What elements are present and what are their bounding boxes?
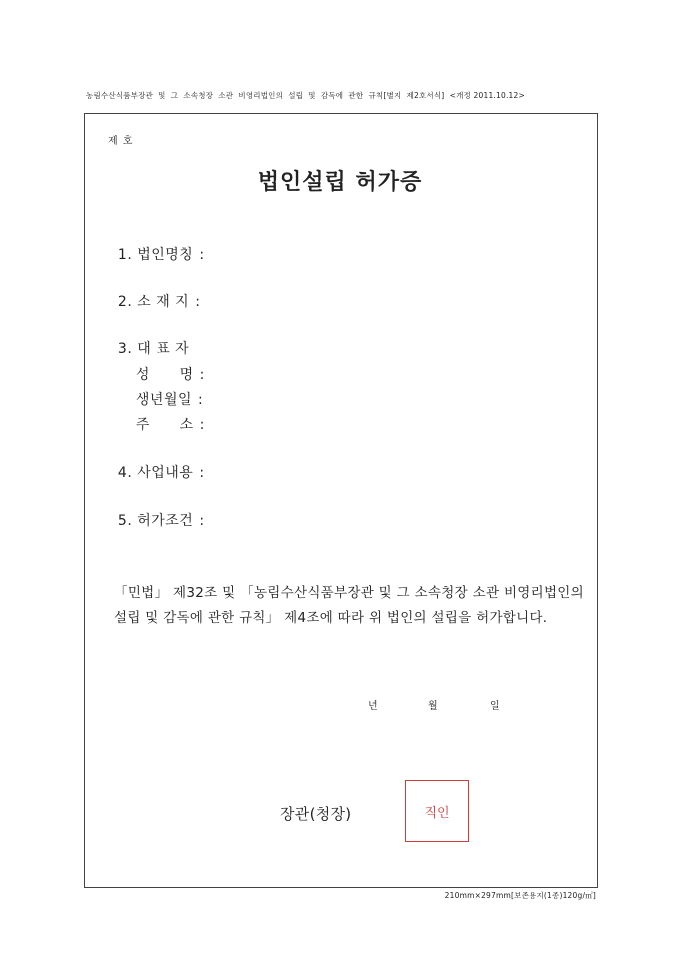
date-year-label: 년 — [368, 701, 378, 712]
field-representative-label: 3. 대 표 자 — [117, 341, 190, 357]
paper-specification: 210mm×297mm[보존용지(1종)120g/㎡] — [444, 891, 596, 900]
issuer-title: 장관(청장) — [280, 805, 352, 823]
field-location — [108, 275, 200, 311]
date-day-label: 일 — [490, 701, 500, 712]
official-seal-box — [405, 780, 469, 842]
field-conditions — [108, 494, 205, 530]
field-rep-address — [126, 398, 205, 434]
official-seal-label: 직인 — [424, 805, 450, 821]
field-corp-name — [108, 228, 205, 264]
field-corp-name-label: 1. 법인명칭 — [117, 247, 194, 263]
field-business — [108, 446, 205, 482]
field-corp-name-colon: : — [199, 247, 205, 263]
field-conditions-colon: : — [199, 513, 205, 529]
regulation-reference: 농림수산식품부장관 및 그 소속청장 소관 비영리법인의 설립 및 감독에 관한 규칙[별지 제2호서식] <개정 2011.10.12> — [86, 91, 525, 100]
field-rep-name-label: 성 명 — [135, 367, 194, 383]
field-business-colon: : — [199, 465, 205, 481]
field-business-label: 4. 사업내용 — [117, 465, 194, 481]
document-number-label: 제 호 — [108, 136, 134, 147]
field-conditions-label: 5. 허가조건 — [117, 513, 194, 529]
field-rep-birth-label: 생년월일 — [135, 392, 193, 408]
field-rep-address-label: 주 소 — [135, 417, 194, 433]
document-title: 법인설립 허가증 — [257, 170, 423, 195]
field-rep-name-colon: : — [199, 367, 205, 383]
field-rep-birth-colon: : — [198, 392, 204, 408]
date-month-label: 월 — [428, 701, 438, 712]
field-location-colon: : — [195, 294, 201, 310]
permit-statement: 「민법」 제32조 및 「농림수산식품부장관 및 그 소속청장 소관 비영리법인의 설립 및 감독에 관한 규칙」 제4조에 따라 위 법인의 설립을 허가합니다. — [114, 585, 584, 626]
field-rep-address-colon: : — [199, 417, 205, 433]
field-location-label: 2. 소 재 지 — [117, 294, 190, 310]
